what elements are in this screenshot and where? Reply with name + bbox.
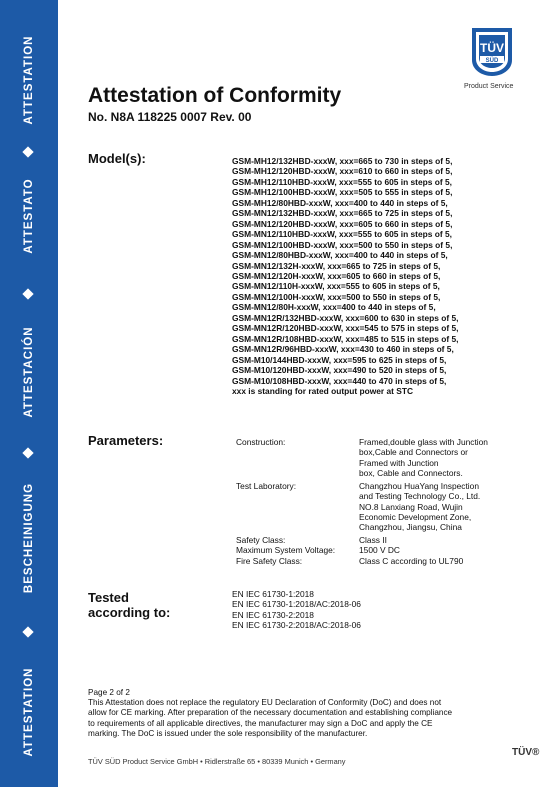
diamond-icon [22, 626, 33, 637]
tuv-sud-logo-icon [468, 26, 516, 78]
model-line: GSM-MN12R/132HBD-xxxW, xxx=600 to 630 in steps of 5, [232, 312, 459, 323]
logo-text-bottom: SÜD [485, 58, 499, 64]
max-system-voltage-label: Maximum System Voltage: [236, 545, 336, 555]
models-label: Model(s): [88, 151, 146, 166]
model-line: GSM-MN12R/96HBD-xxxW, xxx=430 to 460 in steps of 5, [232, 344, 454, 355]
model-line: GSM-MN12/132HBD-xxxW, xxx=665 to 725 in steps of 5, [232, 208, 453, 219]
model-line: GSM-MN12R/120HBD-xxxW, xxx=545 to 575 in steps of 5, [232, 323, 459, 334]
standard-item: EN IEC 61730-1:2018 [232, 589, 314, 599]
model-line: GSM-MN12/100HBD-xxxW, xxx=500 to 550 in steps of 5, [232, 239, 453, 250]
construction-value: Framed,double glass with Junction box,Cable and Connectors or Framed with Junction box, Cable and Connectors. [359, 437, 488, 478]
tested-according-label: Tested according to: [88, 590, 171, 620]
model-line: GSM-MH12/120HBD-xxxW, xxx=610 to 660 in steps of 5, [232, 166, 453, 177]
standard-item: EN IEC 61730-2:2018/AC:2018-06 [232, 619, 361, 630]
models-note: xxx is standing for rated output power at STC [232, 385, 414, 396]
test-laboratory-label: Test Laboratory: [236, 481, 297, 491]
fire-safety-class-value: Class C according to UL790 [359, 556, 464, 566]
standards-list [232, 589, 361, 630]
footer-disclaimer: Page 2 of 2 This Attestation does not replace the regulatory EU Declaration of Conformity (DoC) and does not allow for CE marking. After preparation of the necessary documentation and establishing compliance to requirements of all applicable directives, the manufacturer may sign a DoC and apply the CE marking. The DoC is issued under the sole responsibility of the manufacturer. [88, 688, 508, 739]
test-laboratory-value: Changzhou HuaYang Inspection and Testing Technology Co., Ltd. NO.8 Lanxiang Road, Wujin Economic Development Zone, Changzhou, Jiangsu, China [359, 481, 481, 533]
standard-item: EN IEC 61730-2:2018 [232, 609, 314, 620]
fire-safety-class-label: Fire Safety Class: [236, 556, 303, 566]
model-line: GSM-MH12/100HBD-xxxW, xxx=505 to 555 in steps of 5, [232, 187, 453, 198]
model-line: GSM-MN12/132H-xxxW, xxx=665 to 725 in steps of 5, [232, 260, 441, 271]
model-line: GSM-MN12/100H-xxxW, xxx=500 to 550 in steps of 5, [232, 291, 441, 302]
page-title: Attestation of Conformity [88, 84, 342, 107]
model-line: GSM-MH12/132HBD-xxxW, xxx=665 to 730 in steps of 5, [232, 156, 453, 166]
model-line: GSM-M10/144HBD-xxxW, xxx=595 to 625 in steps of 5, [232, 354, 447, 365]
logo-caption: Product Service [464, 83, 514, 90]
model-line: GSM-MN12/80H-xxxW, xxx=400 to 440 in steps of 5, [232, 302, 436, 313]
construction-label: Construction: [236, 437, 286, 447]
model-line: GSM-MN12R/108HBD-xxxW, xxx=485 to 515 in steps of 5, [232, 333, 459, 344]
page-number: Page 2 of 2 [88, 688, 130, 697]
model-line: GSM-MN12/110H-xxxW, xxx=555 to 605 in steps of 5, [232, 281, 440, 292]
models-list [232, 156, 532, 396]
footer-address: TÜV SÜD Product Service GmbH • Ridlerstraße 65 • 80339 Munich • Germany [88, 757, 346, 766]
diamond-icon [22, 146, 33, 157]
model-line: GSM-M10/120HBD-xxxW, xxx=490 to 520 in steps of 5, [232, 365, 447, 376]
safety-class-label: Safety Class: [236, 535, 286, 545]
logo-text-top: TÜV [480, 41, 504, 55]
diamond-icon [22, 288, 33, 299]
model-line: GSM-MN12/110HBD-xxxW, xxx=555 to 605 in steps of 5, [232, 229, 452, 240]
model-line: GSM-MN12/80HBD-xxxW, xxx=400 to 440 in steps of 5, [232, 250, 448, 261]
model-line: GSM-M10/108HBD-xxxW, xxx=440 to 470 in steps of 5, [232, 375, 447, 386]
max-system-voltage-value: 1500 V DC [359, 545, 400, 555]
sidebar-band: ATTESTATION ATTESTATO ATTESTACIÓN BESCHEINIGUNG ATTESTATION [0, 0, 58, 787]
parameters-label: Parameters: [88, 433, 164, 448]
model-line: GSM-MN12/120H-xxxW, xxx=605 to 660 in steps of 5, [232, 270, 441, 281]
model-line: GSM-MH12/110HBD-xxxW, xxx=555 to 605 in steps of 5, [232, 176, 452, 187]
model-line: GSM-MH12/80HBD-xxxW, xxx=400 to 440 in steps of 5, [232, 197, 448, 208]
tuv-mark: TÜV® [512, 747, 540, 758]
document-number: No. N8A 118225 0007 Rev. 00 [88, 110, 252, 124]
standard-item: EN IEC 61730-1:2018/AC:2018-06 [232, 599, 361, 610]
safety-class-value: Class II [359, 535, 387, 545]
diamond-icon [22, 447, 33, 458]
model-line: GSM-MN12/120HBD-xxxW, xxx=605 to 660 in steps of 5, [232, 218, 453, 229]
